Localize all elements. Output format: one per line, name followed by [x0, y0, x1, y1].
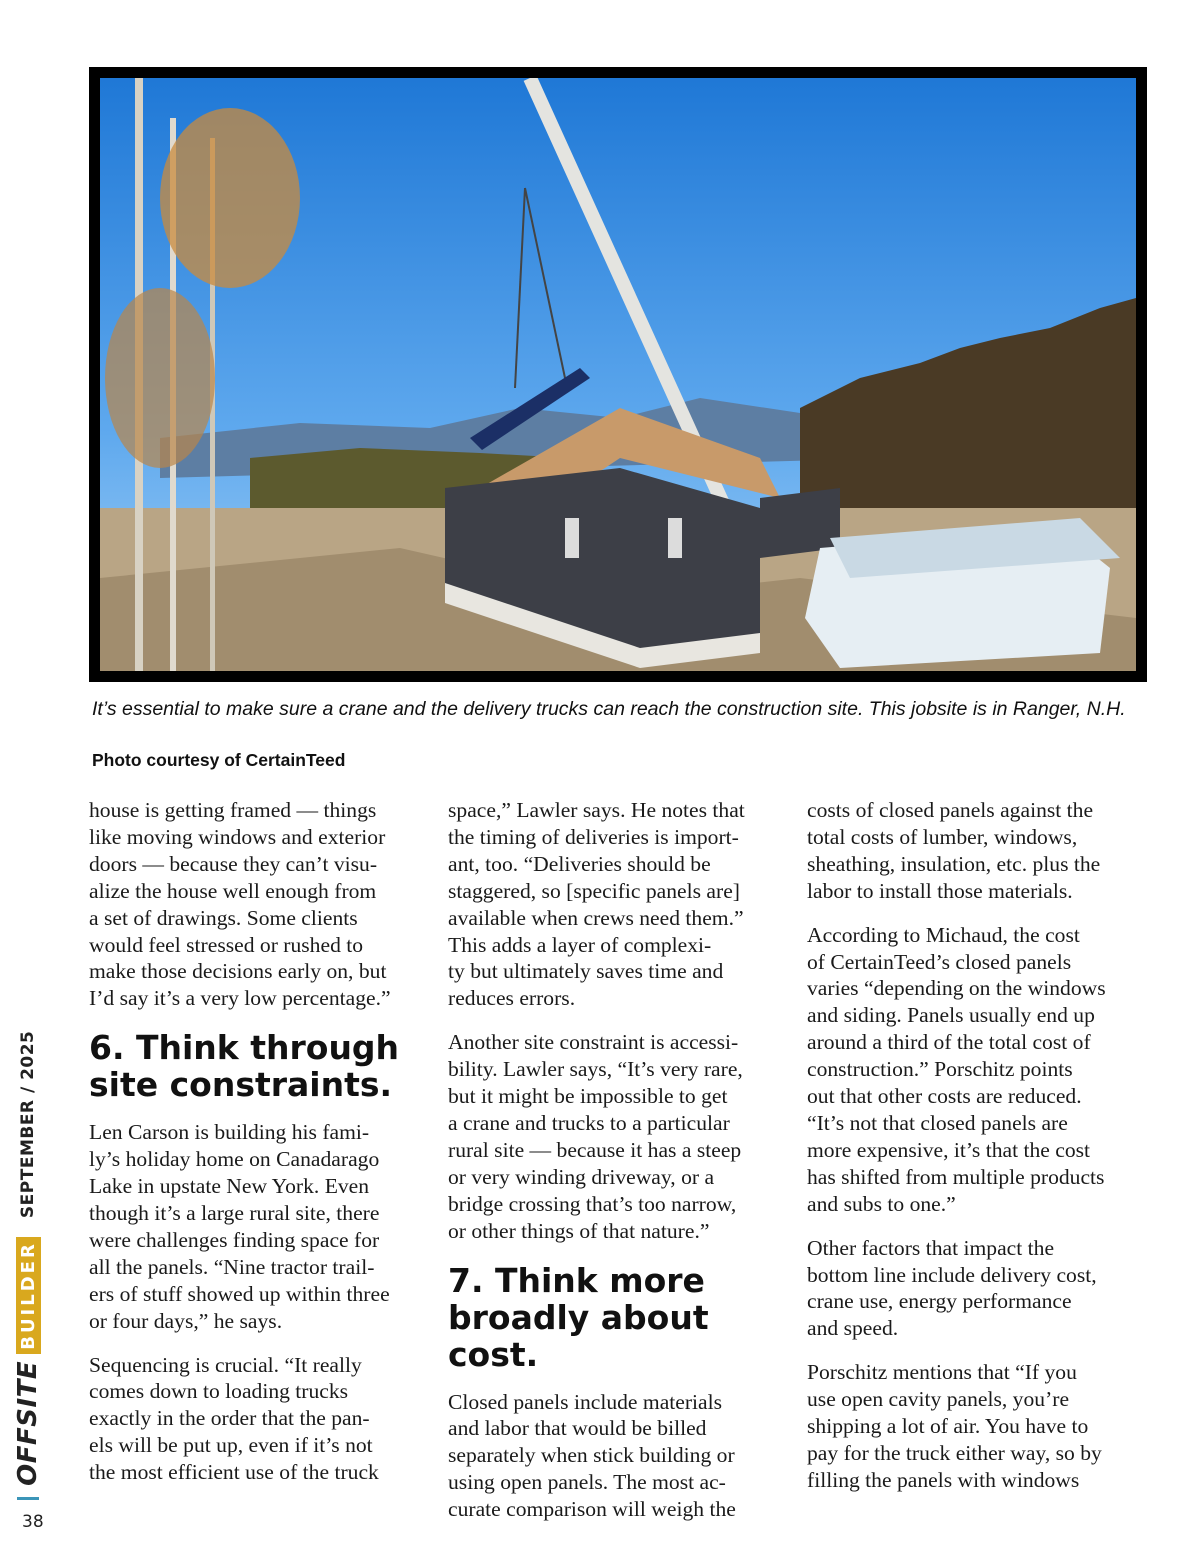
article-column-2 [448, 797, 793, 1540]
house-window-2 [668, 518, 682, 558]
paragraph: Sequencing is crucial. “It really comes down to loading trucks exactly in the order that the pan- els will be put up, even if it’s not the most efficient use of the truck [89, 1352, 379, 1485]
issue-date: SEPTEMBER / 2025 [18, 1030, 38, 1219]
brand-offsite: OFFSITE [13, 1360, 43, 1486]
brand-builder: BUILDER [16, 1237, 41, 1354]
article-column-3 [807, 797, 1157, 1511]
paragraph: space,” Lawler says. He notes that the timing of deliveries is import- ant, too. “Deliveries should be staggered, so [specific panels are] available when crews need them.” This adds a layer of complexi- ty but ultimately saves time and reduces errors. [448, 798, 745, 1011]
section-heading-7: 7. Think more broadly about cost. [448, 1260, 709, 1374]
paragraph: house is getting framed — things like moving windows and exterior doors — because they can’t visu- alize the house well enough from a set of drawings. Some clients would feel stressed or rushed to make those decisions early on, but I’d say it’s a very low percentage.” [89, 798, 391, 1011]
paragraph: Len Carson is building his fami- ly’s holiday home on Canadarago Lake in upstate New York. Even though it’s a large rural site, there were challenges finding space for all the panels. “Nine tractor trail- ers of stuff showed up within three or four days,” he says. [89, 1120, 390, 1333]
construction-site-photo [100, 78, 1136, 671]
paragraph: Other factors that impact the bottom line include delivery cost, crane use, energy performance and speed. [807, 1235, 1097, 1341]
page-number: 38 [22, 1512, 44, 1532]
magazine-sidebar [13, 1031, 43, 1500]
photo-credit: Photo courtesy of CertainTeed [92, 750, 346, 770]
paragraph: costs of closed panels against the total costs of lumber, windows, sheathing, insulation, etc. plus the labor to install those materials. [807, 798, 1101, 903]
section-heading-6: 6. Think through site constraints. [89, 1028, 400, 1105]
paragraph: According to Michaud, the cost of CertainTeed’s closed panels varies “depending on the windows and siding. Panels usually end up around a third of the total cost of construction.” Porschitz points out that other costs are reduced. “It’s not that closed panels are more expensive, it’s that the cost has shifted from multiple products and subs to one.” [807, 922, 1106, 1216]
photo-frame [89, 67, 1147, 682]
paragraph: Porschitz mentions that “If you use open cavity panels, you’re shipping a lot of air. You have to pay for the truck either way, so by filling the panels with windows [807, 1360, 1102, 1492]
photo-caption: It’s essential to make sure a crane and the delivery trucks can reach the construction site. This jobsite is in Ranger, N.H. [92, 698, 1126, 720]
sidebar-accent-bar [17, 1497, 39, 1500]
paragraph: Closed panels include materials and labor that would be billed separately when stick building or using open panels. The most ac- curate comparison will weigh the [448, 1389, 736, 1522]
article-column-1 [89, 797, 439, 1503]
paragraph: Another site constraint is accessi- bility. Lawler says, “It’s very rare, but it might be impossible to get a crane and trucks to a particular rural site — because it has a steep or very winding driveway, or a bridge crossing that’s too narrow, or other things of that nature.” [448, 1030, 743, 1243]
house-window [565, 518, 579, 558]
